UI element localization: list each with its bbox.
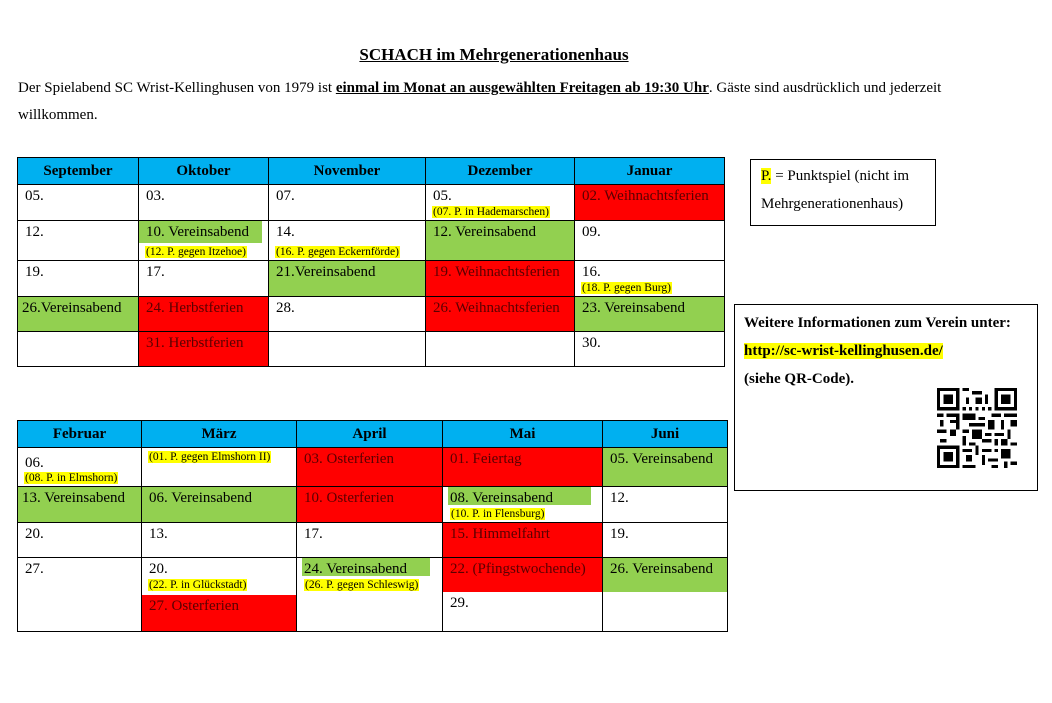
event-cell: 21.Vereinsabend	[269, 261, 426, 297]
league-match-note: (26. P. gegen Schleswig)	[305, 579, 419, 591]
info-qr-hint: (siehe QR-Code).	[744, 371, 854, 387]
month-header: Mai	[443, 421, 603, 448]
table-row	[18, 523, 728, 558]
date-cell: 03.	[139, 185, 269, 221]
intro-text-2: . Gäste sind ausdrücklich und jederzeit willkommen.	[18, 80, 942, 123]
table-row	[18, 261, 725, 297]
holiday-cell: 15. Himmelfahrt	[443, 523, 603, 558]
date-cell: 17.	[297, 523, 443, 558]
league-match-note: (16. P. gegen Eckernförde)	[276, 246, 399, 258]
month-header: Februar	[18, 421, 142, 448]
date-cell: 22. (Pfingstwochende) 29.	[443, 558, 603, 632]
date-cell: 05. (07. P. in Hademarschen)	[426, 185, 575, 221]
event-cell: 23. Vereinsabend	[575, 297, 725, 332]
date-cell: 12.	[603, 487, 728, 523]
table-row	[18, 221, 725, 261]
holiday-cell: 26. Weihnachtsferien	[426, 297, 575, 332]
event-cell: 05. Vereinsabend	[603, 448, 728, 487]
holiday-cell: 01. Feiertag	[443, 448, 603, 487]
date-cell: 17.	[139, 261, 269, 297]
legend-box	[750, 159, 936, 226]
table-row	[18, 332, 725, 367]
date-cell: 05.	[18, 185, 139, 221]
date-cell: 27.	[18, 558, 142, 632]
holiday-block: 22. (Pfingstwochende)	[443, 558, 602, 592]
holiday-cell: 03. Osterferien	[297, 448, 443, 487]
legend-text-1: = Punktspiel (nicht im	[771, 168, 910, 184]
table-header-row	[18, 158, 725, 185]
qr-code-icon	[937, 388, 1017, 468]
calendar-table-spring	[17, 420, 728, 632]
month-header: April	[297, 421, 443, 448]
date-cell: 06. (08. P. in Elmshorn)	[18, 448, 142, 487]
date-cell: 16. (18. P. gegen Burg)	[575, 261, 725, 297]
league-match-note: (10. P. in Flensburg)	[451, 508, 545, 520]
info-heading: Weitere Informationen zum Verein unter:	[744, 315, 1011, 331]
date-cell: 07.	[269, 185, 426, 221]
event-cell: 10. Vereinsabend (12. P. gegen Itzehoe)	[139, 221, 269, 261]
table-row	[18, 185, 725, 221]
month-header: März	[142, 421, 297, 448]
league-match-note: (18. P. gegen Burg)	[582, 282, 671, 294]
legend-marker: P.	[761, 168, 772, 184]
holiday-cell: 24. Herbstferien	[139, 297, 269, 332]
date-cell: 30.	[575, 332, 725, 367]
league-match-note: (08. P. in Elmshorn)	[25, 472, 118, 484]
month-header: Dezember	[426, 158, 575, 185]
table-row	[18, 448, 728, 487]
month-header: Juni	[603, 421, 728, 448]
event-cell: 24. Vereinsabend (26. P. gegen Schleswig)	[297, 558, 443, 632]
intro-paragraph	[18, 75, 968, 129]
date-cell: 13.	[142, 523, 297, 558]
holiday-block: 27. Osterferien	[142, 595, 296, 631]
month-header: September	[18, 158, 139, 185]
date-cell: 19.	[18, 261, 139, 297]
month-header: Oktober	[139, 158, 269, 185]
date-cell: 20. (22. P. in Glückstadt) 27. Osterferien	[142, 558, 297, 632]
date-cell: 09.	[575, 221, 725, 261]
league-match-note: (01. P. gegen Elmshorn II)	[149, 451, 271, 463]
month-header: November	[269, 158, 426, 185]
date-cell	[18, 332, 139, 367]
date-cell: 19.	[603, 523, 728, 558]
table-header-row	[18, 421, 728, 448]
date-cell: 14. (16. P. gegen Eckernförde)	[269, 221, 426, 261]
legend-text-2: Mehrgenerationenhaus)	[761, 196, 904, 212]
event-cell: 12. Vereinsabend	[426, 221, 575, 261]
date-cell	[603, 558, 728, 632]
calendar-table-autumn-winter	[17, 157, 725, 367]
date-cell	[426, 332, 575, 367]
date-cell: 12.	[18, 221, 139, 261]
event-cell: 06. Vereinsabend	[142, 487, 297, 523]
date-cell: 20.	[18, 523, 142, 558]
table-row	[18, 297, 725, 332]
holiday-cell: 02. Weihnachtsferien	[575, 185, 725, 221]
event-cell: 13. Vereinsabend	[18, 487, 142, 523]
page-title: SCHACH im Mehrgenerationenhaus	[359, 45, 629, 64]
holiday-cell: 19. Weihnachtsferien	[426, 261, 575, 297]
holiday-cell: 10. Osterferien	[297, 487, 443, 523]
league-match-note: (22. P. in Glückstadt)	[149, 579, 247, 591]
intro-schedule-bold: einmal im Monat an ausgewählten Freitagen ab 19:30 Uhr	[335, 80, 709, 96]
event-cell: 26.Vereinsabend	[18, 297, 139, 332]
league-match-note: (12. P. gegen Itzehoe)	[146, 246, 246, 258]
table-row	[18, 558, 728, 632]
holiday-cell: 31. Herbstferien	[139, 332, 269, 367]
date-cell	[269, 332, 426, 367]
event-block: 26. Vereinsabend	[603, 558, 727, 592]
date-cell: 28.	[269, 297, 426, 332]
league-match-note: (07. P. in Hademarschen)	[433, 206, 549, 218]
month-header: Januar	[575, 158, 725, 185]
event-cell: 08. Vereinsabend (10. P. in Flensburg)	[443, 487, 603, 523]
table-row	[18, 487, 728, 523]
intro-text-1: Der Spielabend SC Wrist-Kellinghusen von 1979 ist	[18, 80, 336, 96]
club-website-link[interactable]: http://sc-wrist-kellinghusen.de/	[744, 343, 943, 359]
date-cell	[142, 448, 297, 487]
